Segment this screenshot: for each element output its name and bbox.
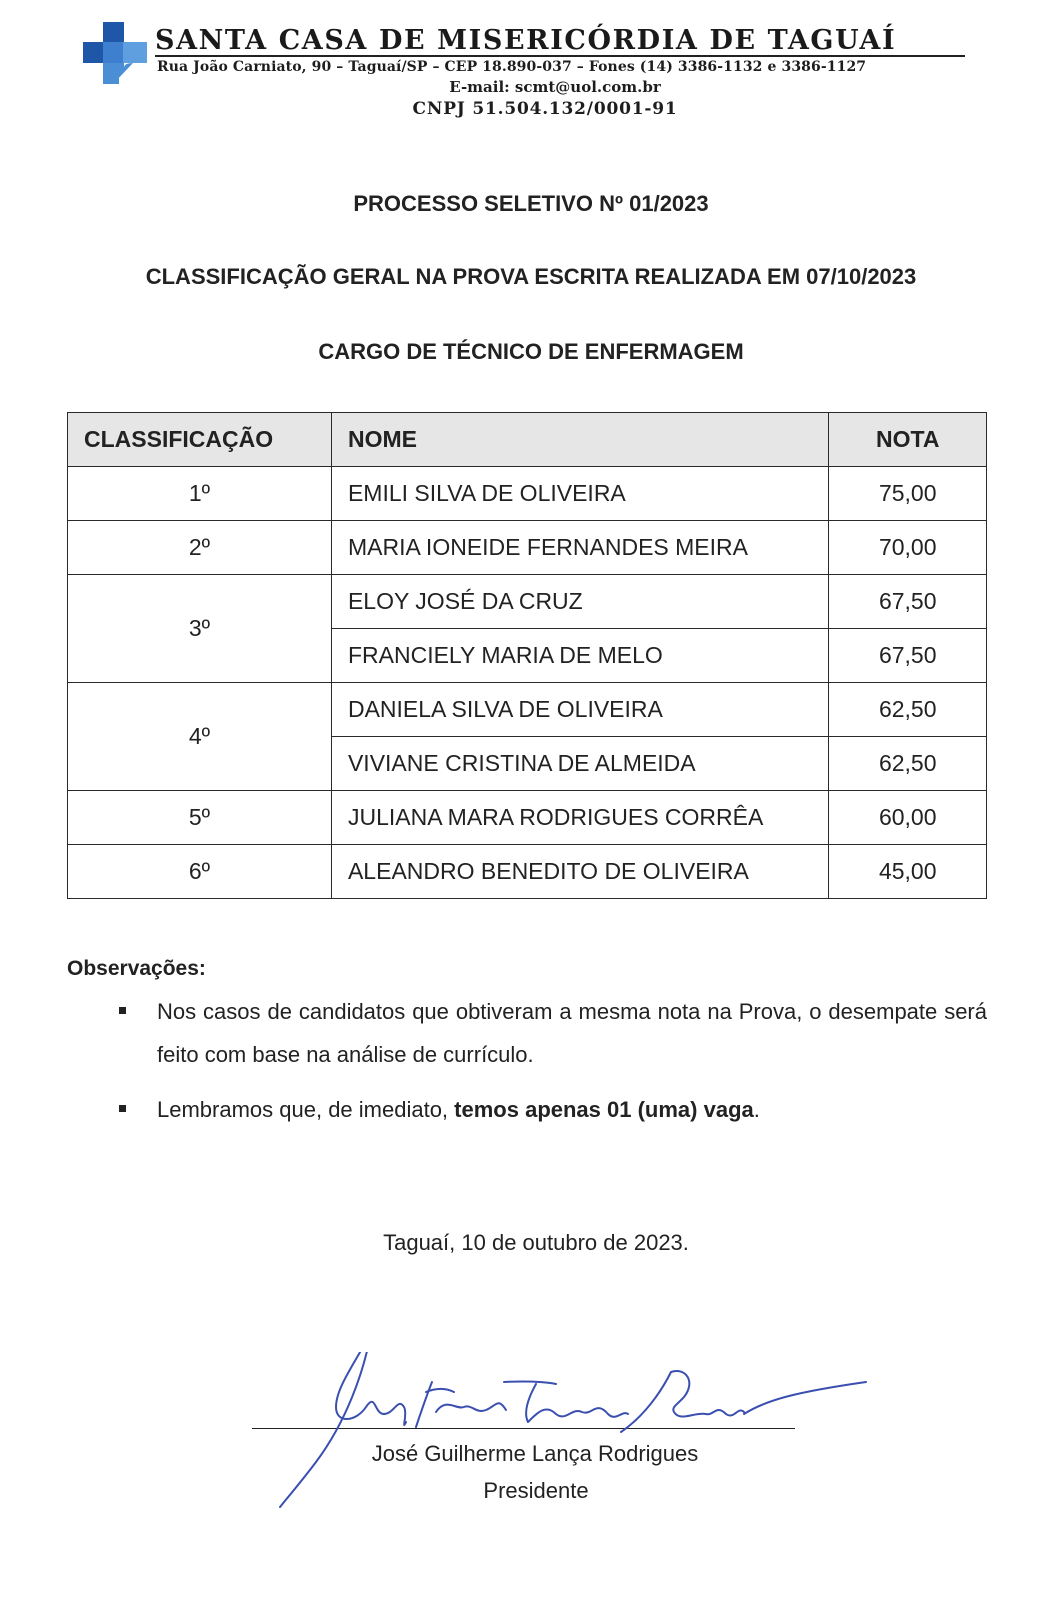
organization-address: Rua João Carniato, 90 – Taguaí/SP – CEP 18.890-037 – Fones (14) 3386-1132 e 3386-1127	[157, 59, 867, 75]
rank-cell: 1º	[68, 467, 332, 521]
observations-list	[67, 990, 987, 1131]
table-row	[68, 791, 987, 845]
bullet-icon	[119, 1105, 126, 1112]
header-classification: CLASSIFICAÇÃO	[68, 413, 332, 467]
score-cell: 75,00	[829, 467, 987, 521]
position-heading: CARGO DE TÉCNICO DE ENFERMAGEM	[318, 339, 744, 364]
signer-role: Presidente	[483, 1478, 589, 1503]
score-cell: 67,50	[829, 575, 987, 629]
place-date: Taguaí, 10 de outubro de 2023.	[383, 1230, 689, 1255]
score-cell: 62,50	[829, 737, 987, 791]
observation-text	[157, 1088, 987, 1131]
organization-cnpj: CNPJ 51.504.132/0001-91	[412, 99, 678, 119]
results-table	[67, 412, 987, 899]
bullet-icon	[119, 1007, 126, 1014]
name-cell: ELOY JOSÉ DA CRUZ	[331, 575, 828, 629]
observation-item	[67, 990, 987, 1076]
score-cell: 60,00	[829, 791, 987, 845]
rank-cell: 6º	[68, 845, 332, 899]
table-row	[68, 683, 987, 737]
name-cell: EMILI SILVA DE OLIVEIRA	[331, 467, 828, 521]
observation-item	[67, 1088, 987, 1131]
name-cell: DANIELA SILVA DE OLIVEIRA	[331, 683, 828, 737]
name-cell: ALEANDRO BENEDITO DE OLIVEIRA	[331, 845, 828, 899]
name-cell: FRANCIELY MARIA DE MELO	[331, 629, 828, 683]
table-header-row	[68, 413, 987, 467]
header-score: NOTA	[829, 413, 987, 467]
table-row	[68, 845, 987, 899]
rank-cell: 2º	[68, 521, 332, 575]
score-cell: 70,00	[829, 521, 987, 575]
table-row	[68, 467, 987, 521]
name-cell: VIVIANE CRISTINA DE ALMEIDA	[331, 737, 828, 791]
name-cell: JULIANA MARA RODRIGUES CORRÊA	[331, 791, 828, 845]
name-cell: MARIA IONEIDE FERNANDES MEIRA	[331, 521, 828, 575]
observation-text-before: Lembramos que, de imediato,	[157, 1097, 455, 1122]
table-row	[68, 521, 987, 575]
score-cell: 62,50	[829, 683, 987, 737]
classification-heading: CLASSIFICAÇÃO GERAL NA PROVA ESCRITA REALIZADA EM 07/10/2023	[145, 264, 917, 289]
organization-name: SANTA CASA DE MISERICÓRDIA DE TAGUAÍ	[155, 26, 965, 57]
observation-text: Nos casos de candidatos que obtiveram a mesma nota na Prova, o desempate será feito com base na análise de currículo.	[157, 999, 987, 1067]
observations-title: Observações:	[67, 957, 206, 980]
table-row	[68, 575, 987, 629]
hospital-cross-logo	[83, 22, 149, 84]
signer-name: José Guilherme Lança Rodrigues	[371, 1441, 699, 1466]
process-heading: PROCESSO SELETIVO Nº 01/2023	[353, 191, 709, 216]
observation-text-after: .	[753, 1097, 760, 1122]
rank-cell: 3º	[68, 575, 332, 683]
header-name: NOME	[331, 413, 828, 467]
observation-text-bold: temos apenas 01 (uma) vaga	[454, 1097, 754, 1122]
organization-email: E-mail: scmt@uol.com.br	[449, 78, 661, 96]
score-cell: 45,00	[829, 845, 987, 899]
rank-cell: 4º	[68, 683, 332, 791]
rank-cell: 5º	[68, 791, 332, 845]
score-cell: 67,50	[829, 629, 987, 683]
